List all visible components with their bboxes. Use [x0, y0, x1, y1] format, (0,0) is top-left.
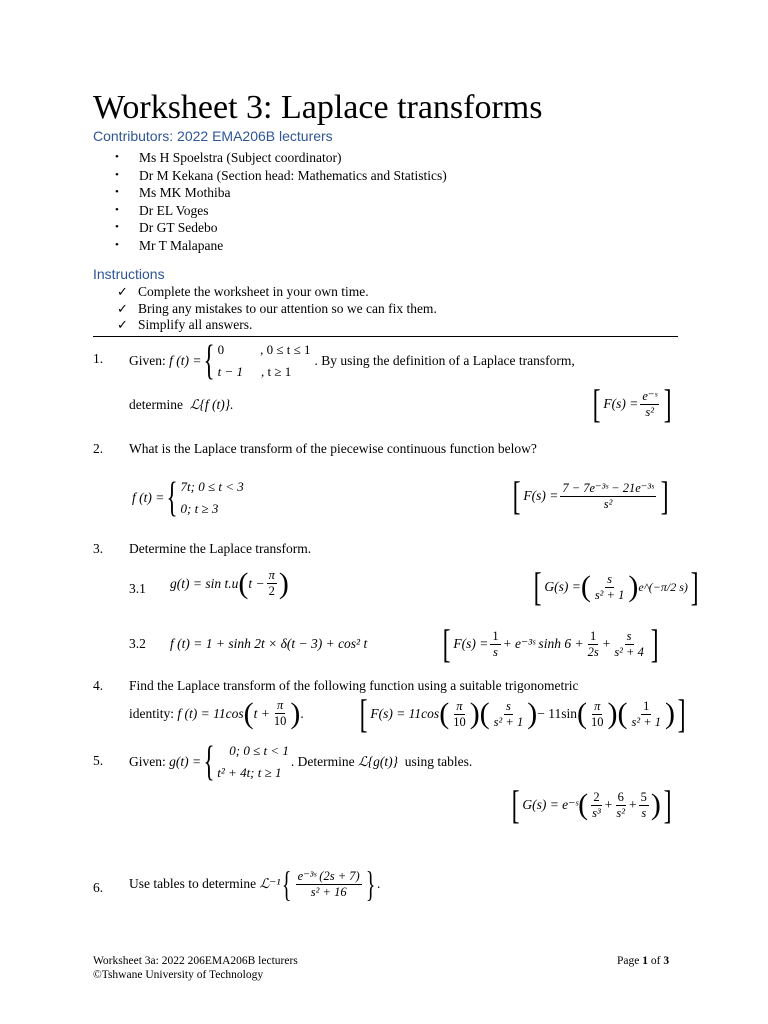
question-number: 4.	[93, 678, 104, 693]
contributors-list	[93, 149, 447, 254]
question-2-function: f (t) = { 7t; 0 ≤ t < 3 0; t ≥ 3	[132, 475, 244, 521]
left-bracket-icon: [	[512, 473, 521, 518]
question-number: 1.	[93, 351, 104, 366]
left-bracket-icon: [	[533, 564, 542, 609]
left-bracket-icon: [	[511, 782, 520, 827]
list-item: • Ms H Spoelstra (Subject coordinator)	[115, 150, 342, 165]
question-1-answer: [ F(s) = $\frac{\text{e⁻ˢ}}{\text{s²}}$ ]	[592, 381, 672, 426]
question-3-1-expression: g(t) = sin t.u ( t − $\frac{\pi}{2}$ )	[170, 566, 289, 600]
list-item: • Dr GT Sedebo	[115, 220, 218, 235]
left-bracket-icon: [	[592, 381, 601, 426]
question-number: 3.	[93, 541, 104, 556]
bullet-icon: •	[115, 238, 119, 251]
question-2-text: What is the Laplace transform of the piecewise continuous function below?	[129, 441, 537, 456]
question-3-text: Determine the Laplace transform.	[129, 541, 312, 556]
bullet-icon: •	[115, 221, 119, 233]
right-bracket-icon: ]	[663, 782, 672, 827]
contributors-heading: Contributors: 2022 EMA206B lecturers	[93, 128, 333, 144]
footer-left: Worksheet 3a: 2022 206EMA206B lecturers ©Tshwane University of Technology	[93, 955, 298, 981]
question-1-determine: determine ℒ{f (t)}.	[129, 397, 234, 412]
right-bracket-icon: ]	[663, 381, 672, 426]
instructions-list	[93, 284, 437, 334]
bullet-icon: •	[115, 151, 119, 163]
question-1-statement: Given: f (t) = { 0 , 0 ≤ t ≤ 1 t − 1 , t ≥ 1 . By using the definition of a Laplace transform,	[129, 338, 575, 384]
part-label: 3.1	[129, 581, 146, 596]
list-item: • Mr T Malapane	[115, 237, 224, 253]
right-bracket-icon: ]	[690, 564, 699, 609]
list-item: ✓ Bring any mistakes to our attention so we can fix them.	[117, 300, 437, 316]
worksheet-title: Worksheet 3: Laplace transforms	[93, 89, 543, 126]
question-number: 5.	[93, 753, 104, 768]
list-item: ✓ Complete the worksheet in your own time.	[117, 284, 369, 299]
part-label: 3.2	[129, 636, 146, 651]
instructions-heading: Instructions	[93, 266, 165, 282]
list-item: • Dr EL Voges	[115, 202, 209, 218]
list-item: ✓ Simplify all answers.	[117, 317, 253, 332]
right-bracket-icon: ]	[650, 621, 659, 666]
list-item: • Dr M Kekana (Section head: Mathematics and Statistics)	[115, 167, 447, 183]
checkmark-icon: ✓	[117, 317, 128, 332]
question-5-statement: Given: g(t) = { 0; 0 ≤ t < 1 t² + 4t; t ≥ 1 . Determine ℒ{g(t)} using tables.	[129, 739, 473, 785]
left-brace-icon: {	[166, 475, 178, 521]
question-4-identity: identity: f (t) = 11cos ( t + $\frac{\pi}{10}$ ) .	[129, 696, 304, 730]
question-3-2-expression: f (t) = 1 + sinh 2t × δ(t − 3) + cos² t	[170, 636, 368, 651]
question-3-1-answer: [ G(s) = ( $\frac{s}{\text{s² + 1}}$ ) e^(−π/2 s) ]	[533, 564, 699, 609]
checkmark-icon: ✓	[117, 300, 128, 316]
bullet-icon: •	[115, 203, 119, 216]
piecewise-cases: 0 , 0 ≤ t ≤ 1 t − 1 , t ≥ 1	[217, 342, 311, 379]
right-brace-icon: }	[365, 864, 376, 904]
question-3-2-answer: [ F(s) = $\frac{1}{s}$ + e⁻³ˢ sinh 6 + $\frac{1}{2s}$ + $\frac{s}{\text{s² + 4}}$ ]	[442, 621, 659, 666]
question-5-answer: [ G(s) = e⁻ˢ ( $\frac{2}{\text{s³}}$ + $\frac{6}{\text{s²}}$ + $\frac{5}{s}$ ) ]	[511, 782, 672, 827]
bullet-icon: •	[115, 186, 119, 198]
right-bracket-icon: ]	[677, 691, 686, 736]
checkmark-icon: ✓	[117, 284, 128, 299]
question-number: 6.	[93, 880, 104, 895]
question-2-answer: [ F(s) = $\frac{\text{7 − 7e⁻³ˢ − 21e⁻³ˢ}}{\text{s²}}$ ]	[512, 473, 669, 518]
page-indicator: Page 1 of 3	[617, 955, 670, 967]
question-6-statement: Use tables to determine ℒ⁻¹ { $\frac{\text{e⁻³ˢ (2s + 7)}}{\text{s² + 16}}$ } .	[129, 864, 381, 904]
left-bracket-icon: [	[359, 691, 368, 736]
right-bracket-icon: ]	[660, 473, 669, 518]
left-bracket-icon: [	[442, 621, 451, 666]
question-4-text: Find the Laplace transform of the following function using a suitable trigonometric	[129, 678, 579, 693]
left-brace-icon: {	[203, 739, 215, 785]
list-item: • Ms MK Mothiba	[115, 185, 231, 200]
left-brace-icon: {	[204, 338, 216, 384]
question-4-answer: [ F(s) = 11cos ( $\frac{\pi}{10}$ )( $\frac{s}{\text{s² + 1}}$ ) − 11sin ( $\frac{\pi}{10}$ )( $\frac{1}{\text{s² + 1}}$ ) ]	[359, 691, 686, 736]
bullet-icon: •	[115, 168, 119, 181]
horizontal-divider	[93, 336, 678, 337]
question-number: 2.	[93, 441, 104, 456]
left-brace-icon: {	[282, 864, 292, 904]
